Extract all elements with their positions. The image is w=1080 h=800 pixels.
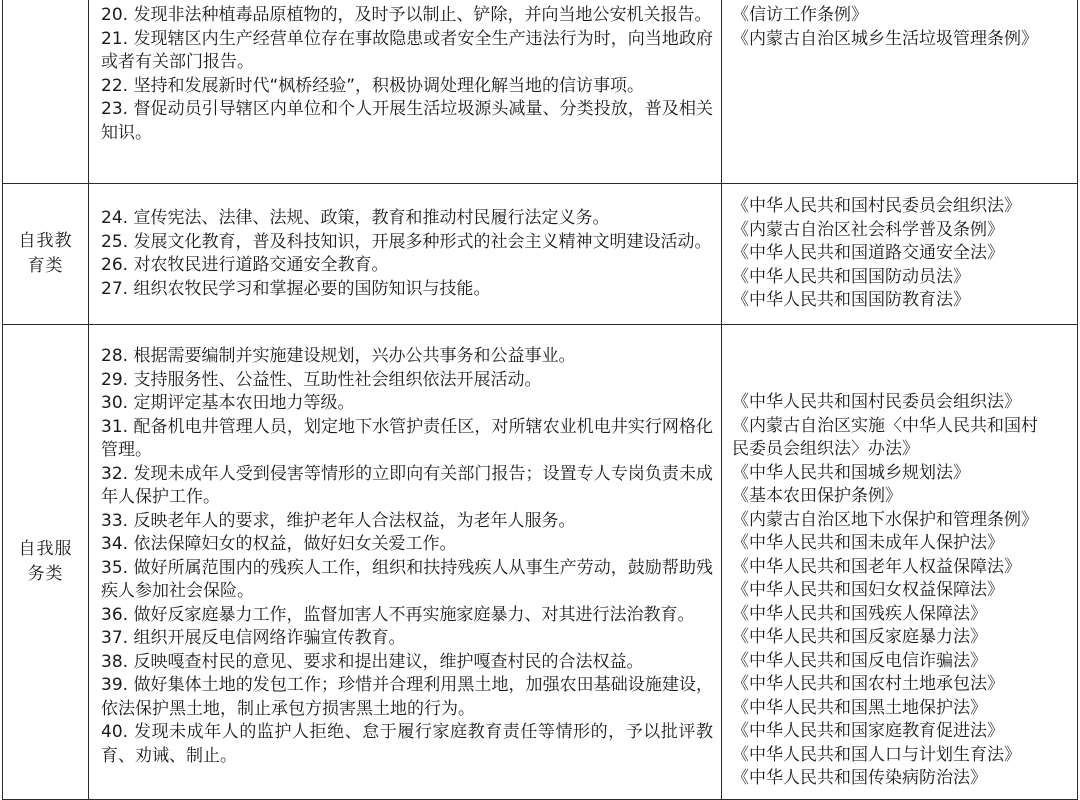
law-item: 《中华人民共和国村民委员会组织法》 [732,392,1021,412]
duties-cell [89,0,722,184]
duty-item: 23. 督促动员引导辖区内单位和个人开展生活垃圾源头减量、分类投放，普及相关知识。 [101,99,713,143]
law-item: 《内蒙古自治区城乡生活垃圾管理条例》 [732,28,1038,49]
category-cell [3,0,89,184]
duty-item: 27. 组织农牧民学习和掌握必要的国防知识与技能。 [101,278,491,299]
law-item: 《中华人民共和国黑土地保护法》 [732,697,987,718]
duty-item: 33. 反映老年人的要求，维护老年人合法权益，为老年人服务。 [101,510,576,531]
duty-item: 39. 做好集体土地的发包工作；珍惜并合理利用黑土地，加强农田基础设施建设，依法保护黑土地，制止承包方损害黑土地的行为。 [101,675,713,719]
law-item: 《中华人民共和国残疾人保障法》 [732,603,987,624]
law-item: 《信访工作条例》 [732,5,868,25]
duty-item: 20. 发现非法种植毒品原植物的，及时予以制止、铲除，并向当地公安机关报告。 [101,5,712,25]
duty-item: 24. 宣传宪法、法律、法规、政策，教育和推动村民履行法定义务。 [101,208,610,228]
duty-item: 35. 做好所属范围内的残疾人工作，组织和扶持残疾人从事生产劳动，鼓励帮助残疾人参加社会保险。 [101,557,713,601]
law-item: 《中华人民共和国人口与计划生育法》 [732,744,1021,765]
table-row [3,0,1078,184]
law-item: 《中华人民共和国道路交通安全法》 [732,243,1004,264]
duty-item: 38. 反映嘎查村民的意见、要求和提出建议，维护嘎查村民的合法权益。 [101,651,644,672]
duties-cell [89,184,722,325]
duty-item: 37. 组织开展反电信网络诈骗宣传教育。 [101,628,406,648]
duty-item: 21. 发现辖区内生产经营单位存在事故隐患或者安全生产违法行为时，向当地政府或者有关部门报告。 [101,28,713,72]
duty-item: 36. 做好反家庭暴力工作，监督加害人不再实施家庭暴力、对其进行法治教育。 [101,604,695,625]
laws-cell [722,184,1078,325]
law-item: 《中华人民共和国村民委员会组织法》 [732,196,1021,217]
category-cell [3,184,89,325]
law-item: 《中华人民共和国反家庭暴力法》 [732,627,987,647]
law-item: 《中华人民共和国老年人权益保障法》 [732,556,1021,577]
duty-item: 40. 发现未成年人的监护人拒绝、怠于履行家庭教育责任等情形的，予以批评教育、劝诫、制止。 [101,722,713,766]
laws-cell [722,0,1078,184]
law-item: 《中华人民共和国城乡规划法》 [732,462,970,483]
duty-item: 31. 配备机电井管理人员，划定地下水管护责任区，对所辖农业机电井实行网格化管理。 [101,416,713,460]
law-item: 民委员会组织法〉办法》 [732,439,919,459]
duty-item: 34. 依法保障妇女的权益，做好妇女关爱工作。 [101,534,457,554]
law-item: 《中华人民共和国未成年人保护法》 [732,533,1004,553]
law-item: 《内蒙古自治区实施〈中华人民共和国村 [732,415,1038,436]
law-item: 《中华人民共和国国防教育法》 [732,290,970,311]
duty-item: 26. 对农牧民进行道路交通安全教育。 [101,255,389,275]
duty-item: 22. 坚持和发展新时代“枫桥经验”，积极协调处理化解当地的信访事项。 [101,75,645,96]
duty-item: 32. 发现未成年人受到侵害等情形的立即向有关部门报告；设置专人专岗负责未成年人保护工作。 [101,463,713,507]
duty-table [2,0,1078,800]
law-item: 《中华人民共和国家庭教育促进法》 [732,721,1004,741]
duty-item: 30. 定期评定基本农田地力等级。 [101,393,355,413]
category-label: 自我服务类 [18,539,73,584]
category-cell [3,325,89,800]
duty-item: 29. 支持服务性、公益性、互助性社会组织依法开展活动。 [101,369,542,390]
law-item: 《中华人民共和国反电信诈骗法》 [732,650,987,671]
duties-cell [89,325,722,800]
law-item: 《中华人民共和国农村土地承包法》 [732,674,1004,694]
law-item: 《中华人民共和国妇女权益保障法》 [732,580,1004,600]
law-item: 《基本农田保护条例》 [732,486,902,506]
law-item: 《中华人民共和国传染病防治法》 [732,768,987,788]
law-item: 《内蒙古自治区地下水保护和管理条例》 [732,509,1038,530]
category-label: 自我教育类 [18,231,73,276]
law-item: 《中华人民共和国国防动员法》 [732,266,970,287]
law-item: 《内蒙古自治区社会科学普及条例》 [732,219,1004,240]
table-row [3,184,1078,325]
laws-cell [722,325,1078,800]
duty-item: 28. 根据需要编制并实施建设规划，兴办公共事务和公益事业。 [101,346,576,366]
table-row [3,325,1078,800]
duty-item: 25. 发展文化教育，普及科技知识，开展多种形式的社会主义精神文明建设活动。 [101,231,712,252]
